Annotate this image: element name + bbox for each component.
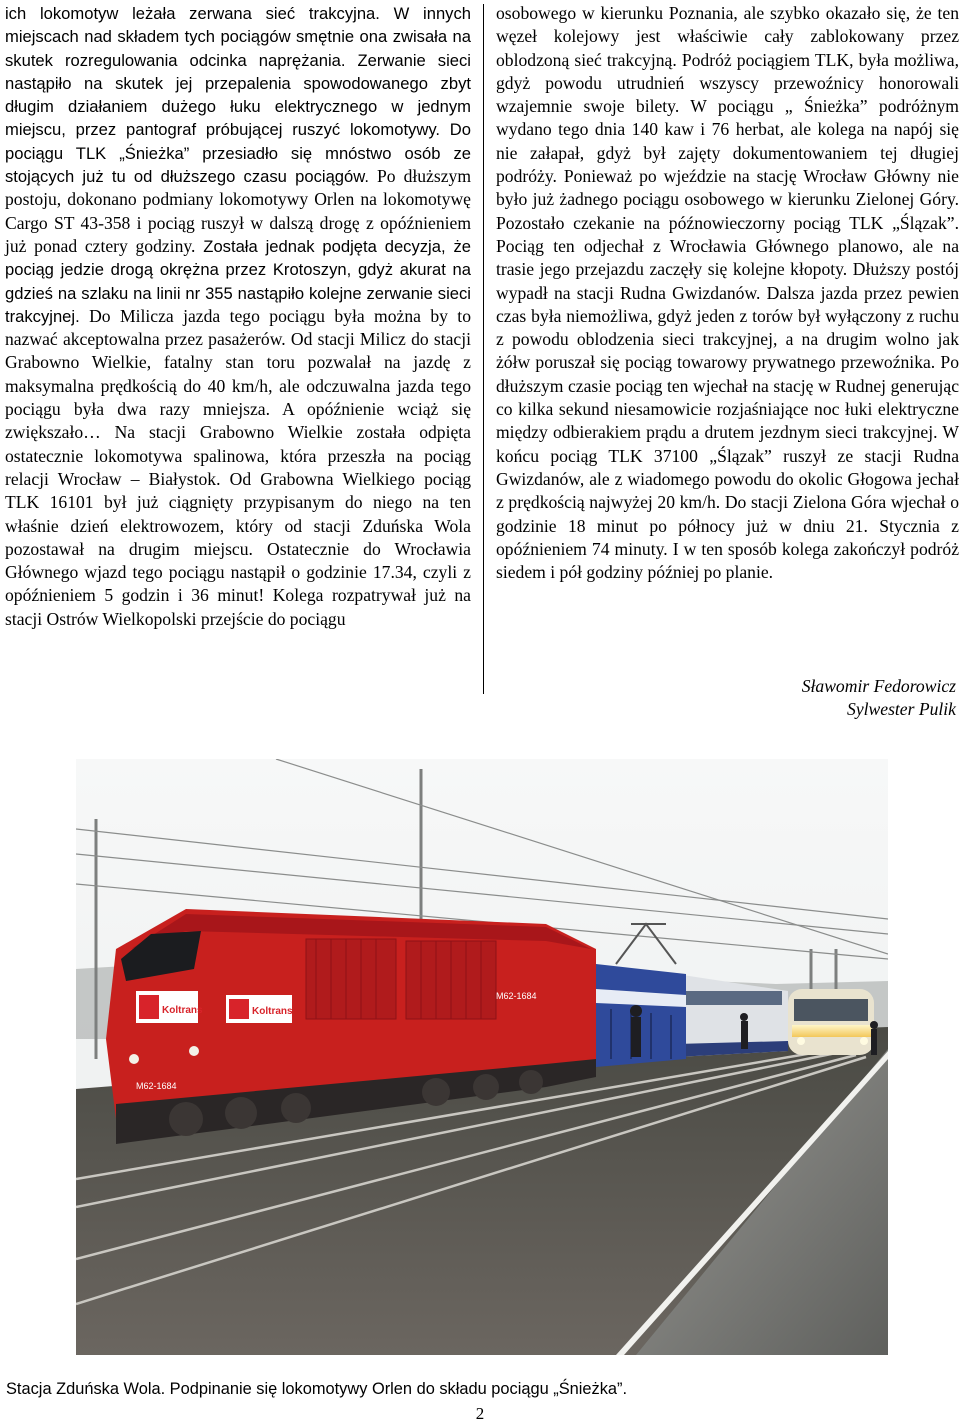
signature-author-1: Sławomir Fedorowicz [801, 676, 956, 696]
left-column-text [5, 2, 471, 631]
text-run: W pociągu „ Śnieżka” podróżnym wydano tego dnia 140 kaw i 76 herbat, ale kolega na napój się nie załapał, gdyż był zajęty dokumentowaniem tej długiej podróży. [496, 96, 959, 187]
text-run: A opóźnienie wciąż się zwiększało… Na stacji Grabowno Wielkie została odpięta ostatecznie lokomotywa spalinowa, która przeszła na pociąg relacji Wrocław – Białystok. [5, 399, 472, 489]
text-run: Od stacji Milicz do stacji Grabowno Wielkie, fatalny stan toru pozwalał na jazdę z maksymalna prędkością do 40 km/h, ale odczuwalna jazda tego pociągu była dwa razy mniejsza. [5, 329, 471, 420]
right-column [496, 2, 959, 584]
column-divider [483, 4, 484, 694]
text-run: osobowego w kierunku Poznania, ale szybko okazało się, że ten węzeł kolejowy jest właściwie cały zablokowany przez oblodzoną sieć trakcyjną. [496, 3, 959, 70]
right-column-text [496, 2, 959, 584]
text-run: Ostatecznie do Wrocławia Głównego wjazd tego pociągu nastąpił o godzinie 17.34, czyli z opóźnieniem 5 godzin i 36 minut! [5, 538, 471, 606]
text-run: Kolega rozpatrywał już na stacji Ostrów Wielkopolski przejście do pociągu [5, 585, 471, 629]
text-run: Podróż pociągiem TLK, była możliwa, gdyż powodu utrudnień wszyscy przewoźnicy honorowali wzajemnie swoje bilety. [496, 49, 959, 117]
text-run: Od Grabowna Wielkiego pociąg TLK 16101 był już ciągnięty przypisanym do niego na ten właśnie dzień elektrowozem, który od stacji Zduńska Wola pozostawał na drugim miejscu. [5, 468, 471, 559]
text-run: Dalsza jazda przez pewien czas była niemożliwa, gdyż jeden z torów był wyłączony z ruchu z powodu oblodzenia sieci trakcyjnej, a na drugim wolno jak żółw poruszał się pociąg towarowy prywatnego przewoźnika. [496, 282, 959, 373]
text-run: Pozostało czekanie na późnowieczorny pociąg TLK „Ślązak”. [496, 212, 959, 233]
text-run: Do stacji Zielona Góra wjechał o godzinie 18 minut po północy już w dniu 21. Stycznia z opóźnieniem 74 minuty. [496, 492, 959, 559]
text-run: Pociąg ten odjechał z Wrocławia Głównego planowo, ale na trasie jego przejazdu zaczęły się kolejne kłopoty. [496, 235, 959, 280]
text-run: I w ten sposób kolega zakończył podróż siedem i pół godziny później po planie. [496, 538, 959, 583]
train-photo [76, 759, 888, 1355]
logo-text-side: Koltrans [252, 1006, 293, 1017]
text-run: W końcu pociąg TLK 37100 „Ślązak” ruszył ze stacji Rudna Gwizdanów, ale z wiadomego powodu do okolic Głogowa jechał z prędkością najwyżej 20 km/h. [496, 422, 960, 513]
text-run: Dłuższy postój wypadł na stacji Rudna Gwizdanów. [496, 259, 959, 303]
train-photo-illustration [76, 759, 888, 1355]
text-run: Do Milicza jazda tego pociągu była można by to nazwać akceptowalna przez pasażerów. [5, 305, 471, 350]
text-run: Do pociągu TLK „Śnieżka” przesiadło się mnóstwo osób ze stojących już tu od dłuższego czasu pociągów. [5, 120, 472, 187]
text-run: ich lokomotyw leżała zerwana sieć trakcyjna. W innych miejscach nad składem tych pociągów smętnie ona zwisała na skutek rozregulowania odcinka naprężania. Zerwanie sieci nastąpiło na skutek jej przepalenia spowodowanego zbyt długim działaniem dużego łuku elektrycznego w jednym miejscu, przez pantograf próbującej ruszyć lokomotywy. [5, 4, 471, 140]
text-run: Ponieważ po wjeździe na stację Wrocław Główny nie było już żadnego pociągu osobowego w kierunku Zielonej Góry. [496, 166, 959, 210]
signature-author-2: Sylwester Pulik [847, 699, 956, 719]
text-run: Po dłuższym czasie pociąg ten wjechał na stację w Rudnej generując co kilka sekund niesamowicie rozjaśniające noc łuki elektryczne między odbierakiem prądu a drutem jezdnym sieci trakcyjnej. [496, 352, 959, 443]
photo-caption: Stacja Zduńska Wola. Podpinanie się lokomotywy Orlen do składu pociągu „Śnieżka”. [6, 1380, 628, 1398]
page-number: 2 [475, 1404, 485, 1423]
locomotive-number-front: M62-1684 [136, 1081, 177, 1091]
locomotive-number-side: M62-1684 [496, 991, 537, 1001]
logo-text-front: Koltrans [162, 1005, 203, 1016]
text-run: Została jednak podjęta decyzja, że pociąg jedzie drogą okrężna przez Krotoszyn, gdyż akurat na gdzieś na szlaku na linii nr 355 nastąpiło kolejne zerwanie sieci trakcyjnej. [5, 236, 471, 326]
left-column [5, 2, 471, 631]
text-run: Po dłuższym postoju, dokonano podmiany lokomotywy Orlen na lokomotywę Cargo ST 43-358 i pociąg ruszył w dalszą drogę z opóźnieniem już ponad cztery godziny. [5, 166, 472, 256]
